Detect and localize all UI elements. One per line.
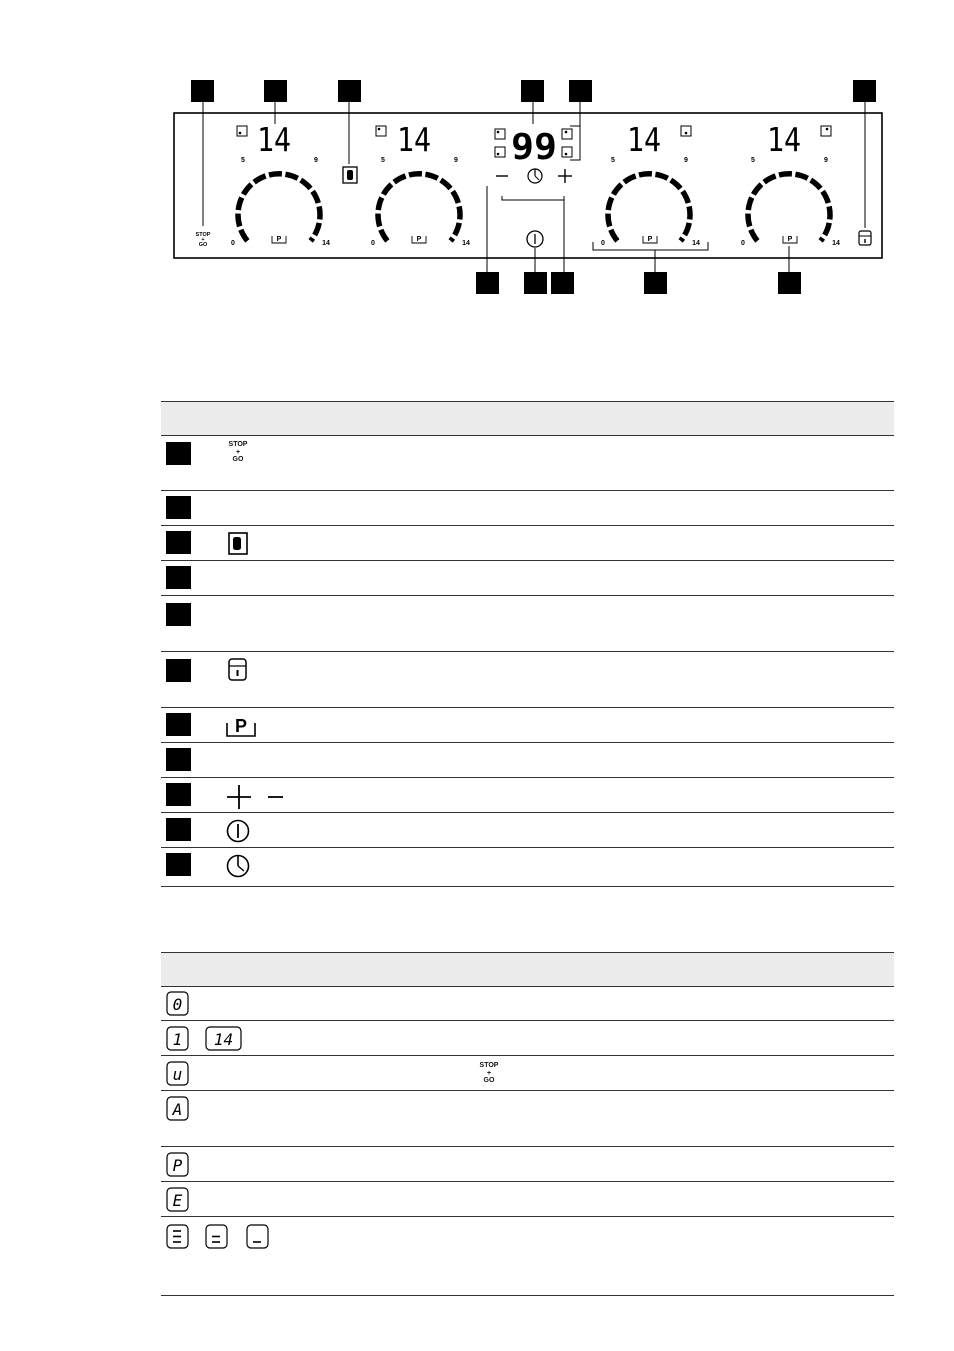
svg-text:0: 0 (601, 240, 605, 247)
control-panel-diagram (0, 0, 954, 300)
display-digit-A (166, 1096, 190, 1122)
svg-text:14: 14 (322, 240, 330, 247)
display-digit-0 (166, 991, 190, 1017)
timer-zone-indicator-tr (562, 129, 572, 139)
zone-4-display: 14 (767, 120, 801, 159)
row-number-marker (166, 659, 191, 682)
row-number-marker (166, 818, 191, 841)
callout-6 (853, 80, 876, 102)
table-row (161, 1182, 894, 1217)
svg-text:14: 14 (462, 240, 470, 247)
table-row (161, 986, 894, 1021)
callout-4 (521, 80, 544, 102)
svg-text:5: 5 (381, 157, 385, 164)
svg-text:P: P (276, 236, 282, 243)
callout-5 (569, 80, 592, 102)
timer-zone-indicator-tl (495, 129, 505, 139)
svg-text:5: 5 (611, 157, 615, 164)
display-digit-P (166, 1152, 190, 1178)
zone-3-display: 14 (627, 120, 661, 159)
svg-text:0: 0 (741, 240, 745, 247)
timer-zone-indicator-bl (495, 147, 505, 157)
table-row (161, 813, 894, 848)
table-row (161, 1021, 894, 1056)
svg-text:P: P (787, 236, 793, 243)
svg-text:9: 9 (454, 157, 458, 164)
timer-display-group (495, 127, 572, 168)
zone-2-heat-indicator (376, 126, 386, 136)
svg-text:9: 9 (314, 157, 318, 164)
svg-text:0: 0 (231, 240, 235, 247)
svg-text:1: 1 (172, 1030, 183, 1049)
svg-text:9: 9 (824, 157, 828, 164)
zone-2-display: 14 (397, 120, 431, 159)
svg-text:0: 0 (172, 995, 183, 1014)
zone-3-slider[interactable] (608, 174, 690, 241)
stop-go-symbol: STOP + GO (479, 1062, 499, 1084)
table-row (161, 526, 894, 561)
row-number-marker (166, 496, 191, 519)
table-row (161, 596, 894, 652)
power-icon (223, 817, 253, 845)
row-number-marker (166, 853, 191, 876)
zone-1-display: 14 (257, 120, 291, 159)
row-number-marker (166, 713, 191, 736)
cooking-zone-4[interactable] (741, 120, 840, 247)
svg-text:5: 5 (751, 157, 755, 164)
zone-4-slider[interactable] (748, 174, 830, 241)
row-number-marker (166, 531, 191, 554)
table-row (161, 1056, 894, 1091)
table-row (161, 1217, 894, 1296)
cooking-zone-3[interactable] (601, 120, 700, 247)
svg-text:14: 14 (213, 1030, 234, 1049)
display-table-header (161, 952, 894, 987)
panel-go-label: GO (198, 242, 208, 248)
lock-button[interactable] (859, 231, 871, 245)
cooking-zone-1[interactable] (231, 120, 330, 247)
zone-2-slider[interactable] (378, 174, 460, 241)
display-digit-u (166, 1061, 190, 1087)
svg-text:P: P (172, 1156, 183, 1175)
callout-11 (778, 272, 801, 294)
zone-1-heat-indicator (237, 126, 247, 136)
callout-10 (644, 272, 667, 294)
clock-icon (223, 852, 253, 880)
svg-text:P: P (647, 236, 653, 243)
svg-text:E: E (172, 1191, 183, 1210)
display-table (161, 952, 894, 1296)
table-row (161, 561, 894, 596)
table-row (161, 1147, 894, 1182)
pause-icon (223, 711, 259, 739)
controls-table (161, 401, 894, 887)
zone-3-heat-indicator (681, 126, 691, 136)
residual-heat-medium-icon (205, 1224, 229, 1250)
panel-plus-label: + (201, 237, 205, 243)
callout-7 (476, 272, 499, 294)
svg-text:A: A (172, 1100, 183, 1119)
svg-text:9: 9 (684, 157, 688, 164)
table-row (161, 652, 894, 708)
callout-3 (338, 80, 361, 102)
row-number-marker (166, 603, 191, 626)
table-row (161, 1091, 894, 1147)
controls-table-header (161, 401, 894, 436)
plus-minus-icons (223, 782, 293, 810)
bridge-icon (223, 531, 251, 557)
table-row (161, 848, 894, 887)
svg-text:14: 14 (832, 240, 840, 247)
svg-text:5: 5 (241, 157, 245, 164)
residual-heat-high-icon (166, 1224, 190, 1250)
lock-icon (223, 657, 251, 683)
table-row (161, 743, 894, 778)
svg-text:0: 0 (371, 240, 375, 247)
timer-zone-indicator-br (562, 147, 572, 157)
row-number-marker (166, 566, 191, 589)
timer-button[interactable] (528, 169, 542, 183)
table-row (161, 491, 894, 526)
callout-1 (191, 80, 214, 102)
timer-display: 99 (511, 127, 557, 168)
zone-1-slider[interactable] (238, 174, 320, 241)
residual-heat-low-icon (246, 1224, 270, 1250)
row-number-marker (166, 783, 191, 806)
table-row (161, 778, 894, 813)
svg-text:u: u (172, 1065, 183, 1084)
callout-2 (264, 80, 287, 102)
table-row (161, 435, 894, 491)
plus-button[interactable] (558, 169, 572, 183)
svg-text:14: 14 (692, 240, 700, 247)
callout-8 (524, 272, 547, 294)
callout-9 (551, 272, 574, 294)
display-digit-E (166, 1187, 190, 1213)
panel-stop-label: STOP (195, 232, 211, 238)
svg-text:P: P (234, 716, 248, 736)
display-digit-14 (205, 1026, 243, 1052)
display-digit-1 (166, 1026, 190, 1052)
table-row (161, 708, 894, 743)
row-number-marker (166, 442, 191, 465)
cooking-zone-2[interactable] (371, 120, 470, 247)
svg-text:P: P (416, 236, 422, 243)
row-number-marker (166, 748, 191, 771)
zone-4-heat-indicator (821, 126, 831, 136)
stop-go-symbol: STOP + GO (228, 441, 248, 463)
on-off-button[interactable] (527, 231, 543, 247)
